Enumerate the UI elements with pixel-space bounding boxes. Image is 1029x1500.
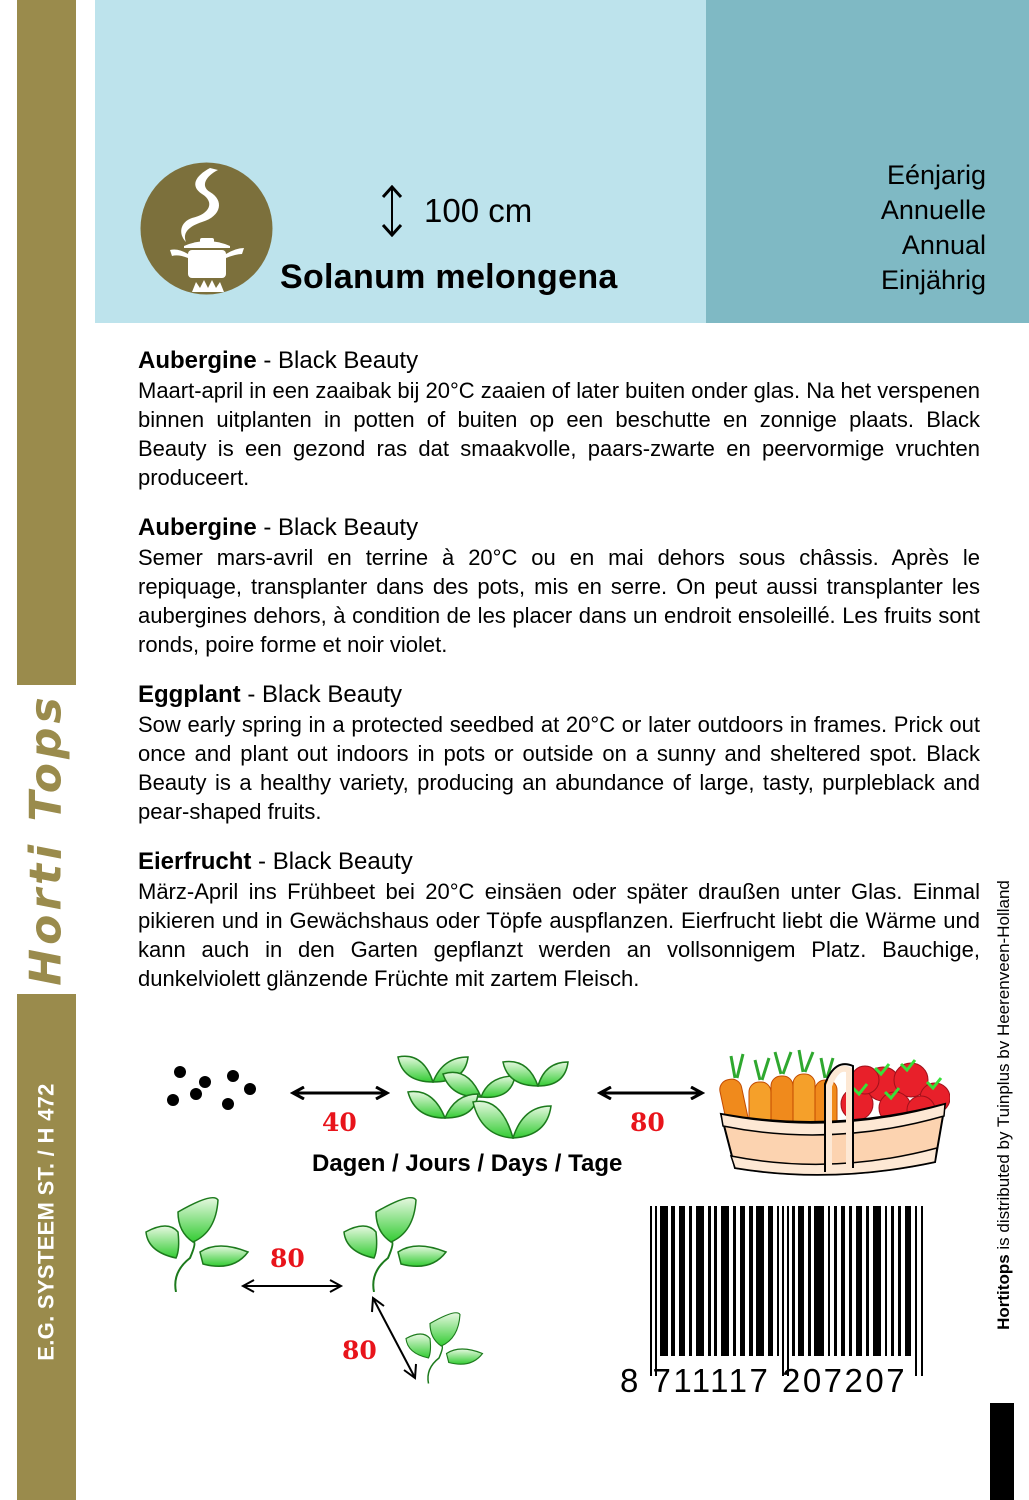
crop-name: Eierfrucht bbox=[138, 848, 252, 875]
brand-strip-top bbox=[17, 0, 76, 685]
latin-name: Solanum melongena bbox=[280, 258, 618, 296]
cooking-pot-icon bbox=[140, 162, 273, 295]
plant-spacing-value: 80 bbox=[270, 1244, 305, 1273]
height-value: 100 cm bbox=[424, 192, 533, 229]
description-text: Maart-april in een zaaibak bij 20°C zaaien of later buiten onder glas. Na het verspenen binnen uitplanten in potten of buiten op een beschutte en zonnige plaats. Black Beauty is een gezond ras dat smaakvolle, paars-zwarte en peervormige vruchten produceert. bbox=[138, 378, 980, 490]
description-fr bbox=[138, 513, 980, 659]
variety-name: - Black Beauty bbox=[240, 681, 403, 708]
lifecycle-fr: Annuelle bbox=[880, 195, 986, 225]
double-arrow-icon bbox=[290, 1086, 390, 1100]
distributor-brand: Hortitops bbox=[994, 1254, 1014, 1330]
row-spacing-value: 80 bbox=[342, 1336, 377, 1365]
crop-name: Aubergine bbox=[138, 514, 257, 541]
description-de bbox=[138, 847, 980, 993]
harvest-basket-icon bbox=[715, 1044, 950, 1184]
brand-name: Horti Tops bbox=[21, 693, 73, 986]
brand-logo bbox=[17, 685, 76, 994]
lifecycle-nl: Eénjarig bbox=[886, 160, 986, 190]
crop-name: Eggplant bbox=[138, 681, 241, 708]
variety-name: - Black Beauty bbox=[256, 514, 419, 541]
description-text: Semer mars-avril en terrine à 20°C ou en mai dehors sous châssis. Après le repiquage, transplanter dans des pots, mis en serre. On peut aussi transplanter les aubergines dehors, à condition de les placer dans un endroit ensoleillé. Les fruits sont ronds, poire forme et noir violet. bbox=[138, 545, 980, 657]
variety-name: - Black Beauty bbox=[256, 347, 419, 374]
description-title bbox=[138, 513, 980, 543]
harvest-days: 80 bbox=[630, 1108, 665, 1137]
product-code-text: E.G. SYSTEEM ST. / H 472 bbox=[33, 1083, 59, 1361]
distributor-text: is distributed by Tuinplus bv Heerenveen-Holland bbox=[994, 880, 1014, 1255]
description-text: März-April ins Frühbeet bei 20°C einsäen oder später draußen unter Glas. Einmal pikieren und in Gewächshaus oder Töpfe auspflanzen. Eierfrucht liebt die Wärme und kann auch in den Garten gepflanzt werden an vollsonnigem Platz. Bauchige, dunkelviolett glänzende Früchte mit zartem Fleisch. bbox=[138, 879, 980, 991]
double-arrow-icon bbox=[597, 1086, 705, 1100]
distributor-note bbox=[980, 820, 1028, 1390]
plant-icon bbox=[400, 1296, 490, 1396]
days-label: Dagen / Jours / Days / Tage bbox=[312, 1150, 623, 1177]
sow-days: 40 bbox=[322, 1108, 357, 1137]
description-title bbox=[138, 680, 980, 710]
barcode bbox=[650, 1206, 928, 1376]
description-text: Sow early spring in a protected seedbed at 20°C or later outdoors in frames. Prick out once and plant out indoors in pots or outside on a sunny and sheltered spot. Black Beauty is a healthy variety, producing an abundance of large, tasty, purpleblack and pear-shaped fruits. bbox=[138, 712, 980, 824]
seeds-icon bbox=[160, 1064, 260, 1124]
lifecycle-labels bbox=[706, 158, 986, 298]
double-arrow-icon bbox=[240, 1279, 344, 1293]
plant-height bbox=[380, 185, 532, 237]
black-bar bbox=[990, 1403, 1014, 1500]
seedlings-icon bbox=[393, 1052, 593, 1144]
description-title bbox=[138, 346, 980, 376]
plant-icon bbox=[336, 1192, 456, 1292]
description-title bbox=[138, 847, 980, 877]
lifecycle-de: Einjährig bbox=[880, 265, 986, 295]
barcode-number: 8 711117 207207 bbox=[620, 1362, 908, 1399]
crop-name: Aubergine bbox=[138, 347, 257, 374]
lifecycle-en: Annual bbox=[901, 230, 986, 260]
variety-name: - Black Beauty bbox=[251, 848, 413, 875]
description-en bbox=[138, 680, 980, 826]
product-code bbox=[17, 1062, 76, 1382]
plant-icon bbox=[138, 1192, 258, 1292]
description-nl bbox=[138, 346, 980, 492]
vertical-double-arrow-icon bbox=[380, 185, 404, 237]
